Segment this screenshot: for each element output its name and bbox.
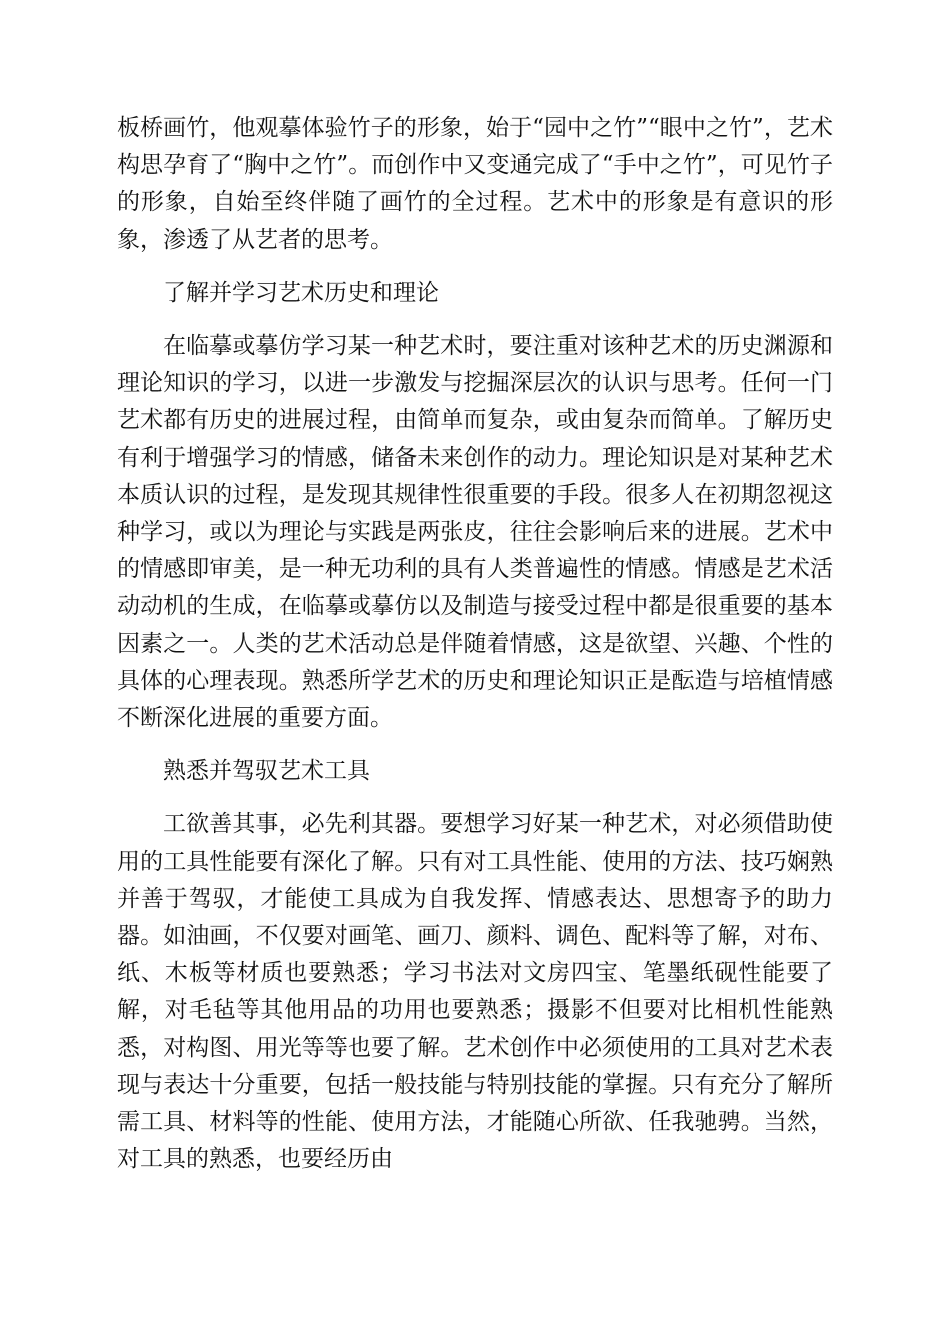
paragraph-history-theory: 在临摹或摹仿学习某一种艺术时，要注重对该种艺术的历史渊源和理论知识的学习，以进一步激发与挖掘深层次的认识与思考。任何一门艺术都有历史的进展过程，由简单而复杂，或由复杂而简单。了解历史有利于增强学习的情感，储备未来创作的动力。理论知识是对某种艺术本质认识的过程，是发现其规律性很重要的手段。很多人在初期忽视这种学习，或以为理论与实践是两张皮，往往会影响后来的进展。艺术中的情感即审美，是一种无功利的具有人类普遍性的情感。情感是艺术活动动机的生成，在临摹或摹仿以及制造与接受过程中都是很重要的基本因素之一。人类的艺术活动总是伴随着情感，这是欲望、兴趣、个性的具体的心理表现。熟悉所学艺术的历史和理论知识正是酝造与培植情感不断深化进展的重要方面。 [117,333,833,732]
section-heading-history-theory: 了解并学习艺术历史和理论 [163,279,439,306]
section-heading-art-tools: 熟悉并驾驭艺术工具 [163,758,370,785]
paragraph-continuation: 板桥画竹，他观摹体验竹子的形象，始于“园中之竹”“眼中之竹”，艺术构思孕育了“胸中之竹”。而创作中又变通完成了“手中之竹”，可见竹子的形象，自始至终伴随了画竹的全过程。艺术中的形象是有意识的形象，渗透了从艺者的思考。 [117,115,833,253]
document-body [117,110,833,1178]
paragraph-art-tools: 工欲善其事，必先利其器。要想学习好某一种艺术，对必须借助使用的工具性能要有深化了解。只有对工具性能、使用的方法、技巧娴熟并善于驾驭，才能使工具成为自我发挥、情感表达、思想寄予的助力器。如油画，不仅要对画笔、画刀、颜料、调色、配料等了解，对布、纸、木板等材质也要熟悉；学习书法对文房四宝、笔墨纸砚性能要了解，对毛毡等其他用品的功用也要熟悉；摄影不但要对比相机性能熟悉，对构图、用光等等也要了解。艺术创作中必须使用的工具对艺术表现与表达十分重要，包括一般技能与特别技能的掌握。只有充分了解所需工具、材料等的性能、使用方法，才能随心所欲、任我驰骋。当然，对工具的熟悉，也要经历由 [117,811,833,1173]
